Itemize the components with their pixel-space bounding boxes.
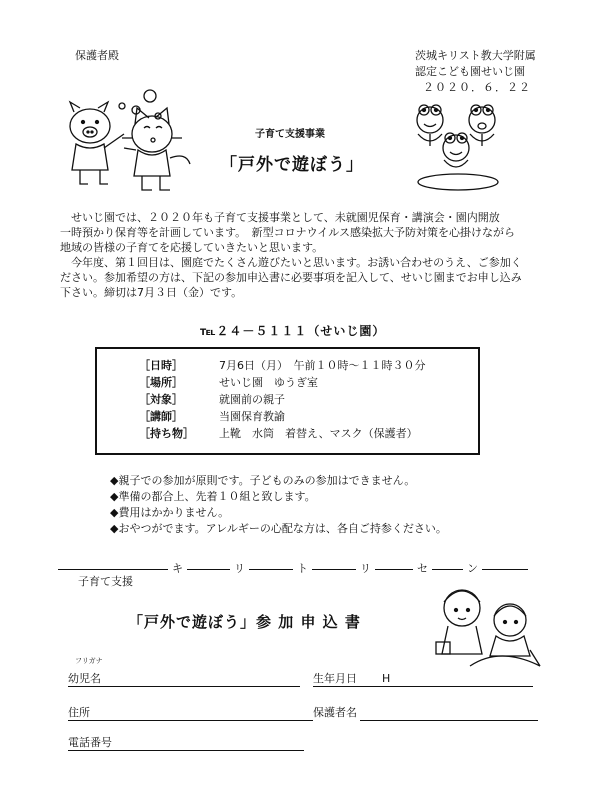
frogs-illustration	[410, 100, 510, 192]
form-category: 子育て支援	[78, 575, 133, 588]
child-name-field[interactable]	[68, 686, 300, 687]
pig-cat-bubbles-illustration	[60, 88, 200, 198]
detail-value: 当園保育教諭	[219, 410, 285, 423]
note-item: ◆おやつがでます。アレルギーの心配な方は、各自ご持参ください。	[110, 522, 447, 535]
detail-label: ［場所］	[139, 376, 183, 389]
intro-line: 地域の皆様の子育てを応援していきたいと思います。	[60, 241, 324, 254]
event-subtitle: 子育て支援事業	[255, 129, 325, 140]
detail-value: 7月6日（月） 午前１０時～１１時３０分	[219, 359, 426, 372]
event-details-box	[95, 347, 480, 455]
cut-line-char: リ	[356, 561, 375, 577]
detail-value: せいじ園 ゆうぎ室	[219, 376, 318, 389]
notes-list	[110, 473, 447, 537]
form-title: 「戸外で遊ぼう」参 加 申 込 書	[128, 613, 361, 631]
birthdate-label: 生年月日	[313, 672, 357, 685]
issue-date: ２０２０．６．２２	[423, 81, 531, 94]
intro-paragraph	[60, 210, 515, 255]
phone-number: ℡２４－５１１１（せいじ園）	[200, 324, 386, 338]
guardian-name-label: 保護者名	[313, 706, 357, 719]
detail-row-items	[139, 427, 418, 441]
detail-row-datetime	[139, 359, 426, 373]
intro-line: 一時預かり保育等を計画しています。 新型コロナウイルス感染拡大予防対策を心掛けながら	[60, 226, 515, 239]
invitation-line: ださい。参加希望の方は、下記の参加申込書に必要事項を記入して、せいじ園までお申し込み	[60, 271, 522, 284]
intro-line: せいじ園では、２０２０年も子育て支援事業として、未就園児保育・講演会・園内開放	[71, 211, 500, 224]
invitation-paragraph	[60, 255, 522, 300]
phone-label: 電話番号	[68, 736, 112, 749]
event-title: 「戸外で遊ぼう」	[220, 155, 364, 175]
address-label: 住所	[68, 706, 90, 719]
invitation-line: 下さい。締切は7月３日（金）です。	[60, 286, 243, 299]
address-field[interactable]	[68, 720, 313, 721]
org-name-line2: 認定こども園せいじ園	[415, 65, 525, 78]
children-sandbox-illustration	[430, 580, 545, 675]
birthdate-era: H	[382, 672, 391, 685]
detail-row-instructor	[139, 410, 285, 424]
birthdate-field[interactable]	[313, 686, 533, 687]
recipient: 保護者殿	[75, 49, 119, 62]
detail-label: ［対象］	[139, 393, 183, 406]
furigana-label: フリガナ	[75, 657, 103, 665]
detail-label: ［持ち物］	[139, 427, 194, 440]
detail-row-target	[139, 393, 285, 407]
note-item: ◆準備の都合上、先着１０組と致します。	[110, 490, 316, 503]
guardian-name-field[interactable]	[360, 720, 538, 721]
cut-line-char: キ	[168, 561, 187, 577]
invitation-line: 今年度、第１回目は、園庭でたくさん遊びたいと思います。お誘い合わせのうえ、ご参加く	[71, 256, 522, 269]
detail-label: ［日時］	[139, 359, 183, 372]
cut-line-char: ン	[463, 561, 482, 577]
org-name-line1: 茨城キリスト教大学附属	[415, 49, 536, 62]
child-name-label: 幼児名	[68, 672, 101, 685]
note-item: ◆費用はかかりません。	[110, 506, 230, 519]
cut-line-char: リ	[230, 561, 249, 577]
cut-line-char: ト	[293, 561, 312, 577]
phone-field[interactable]	[68, 750, 304, 751]
detail-row-place	[139, 376, 318, 390]
note-item: ◆親子での参加が原則です。子どものみの参加はできません。	[110, 474, 416, 487]
detail-value: 就園前の親子	[219, 393, 285, 406]
cut-line-char: セ	[413, 561, 432, 577]
detail-value: 上靴 水筒 着替え、マスク（保護者）	[219, 427, 418, 440]
detail-label: ［講師］	[139, 410, 183, 423]
